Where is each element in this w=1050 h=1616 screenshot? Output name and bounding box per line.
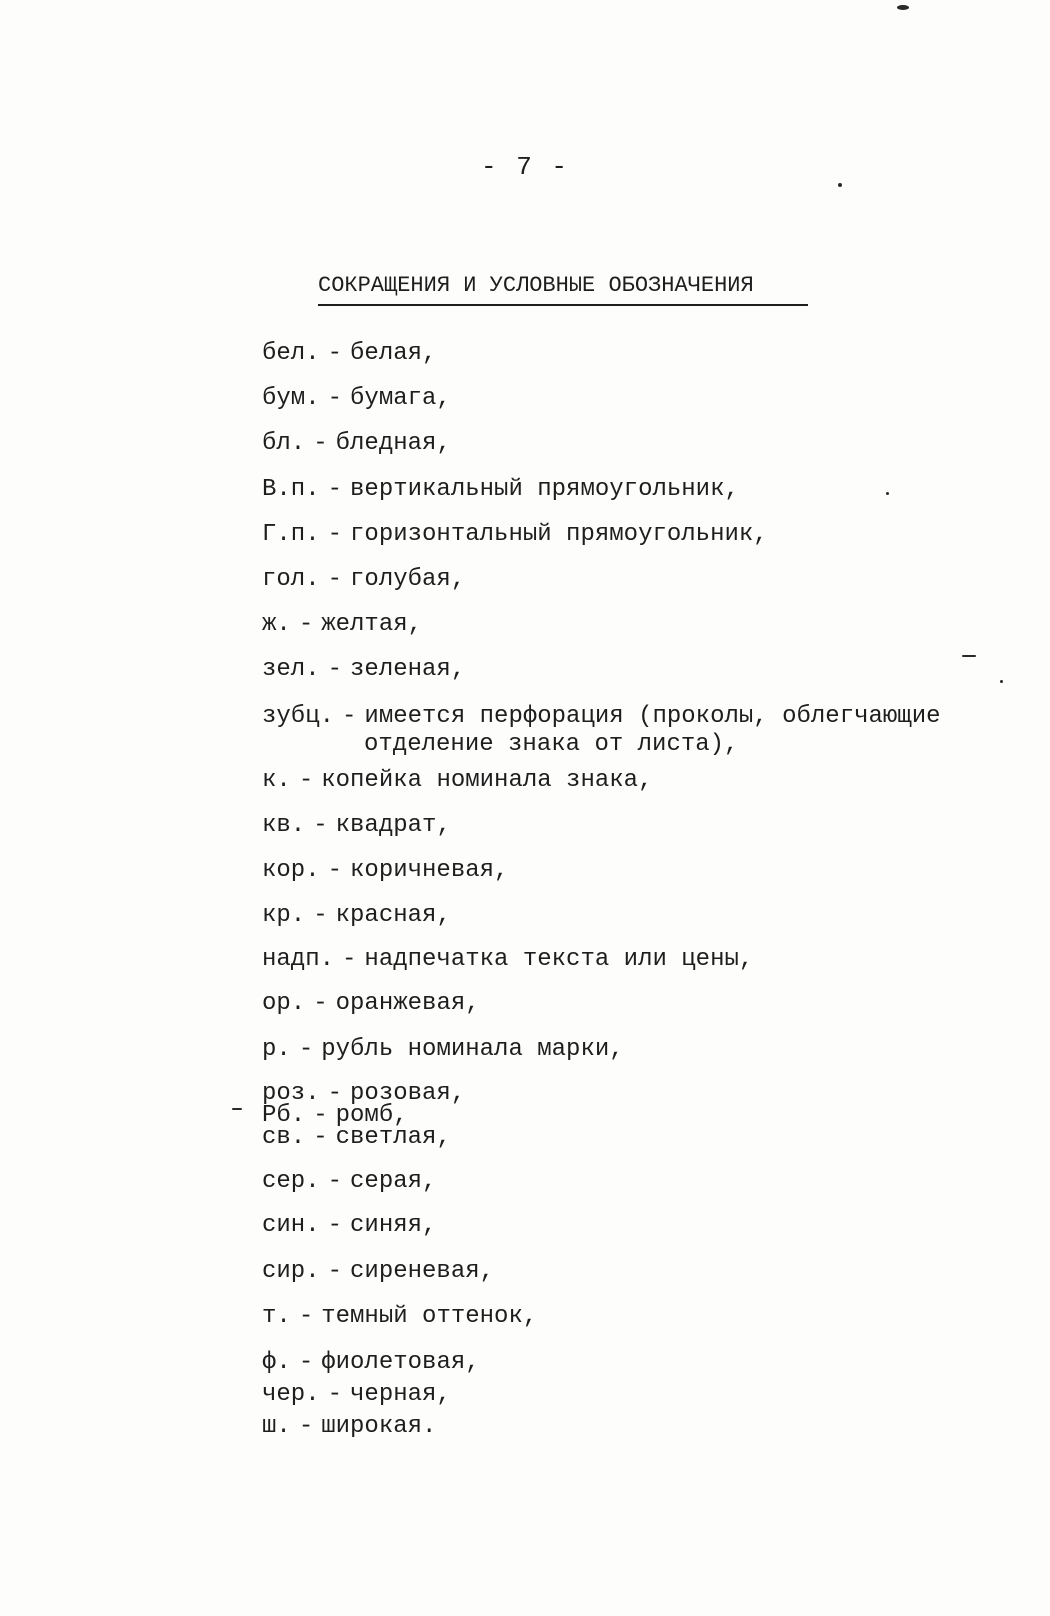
abbreviation-meaning: ромб, (335, 1102, 408, 1129)
entry-dash: - (327, 476, 343, 503)
abbreviation-meaning: горизонтальный прямоугольник, (350, 521, 768, 548)
abbreviation-meaning: широкая. (321, 1413, 437, 1440)
scan-speck (232, 1108, 242, 1110)
abbreviation-term: кв. (262, 812, 306, 839)
abbreviation-term: Г.п. (262, 521, 320, 548)
abbreviation-meaning: красная, (335, 902, 451, 929)
abbreviation-entry (262, 611, 422, 639)
abbreviation-term: ор. (262, 990, 306, 1017)
abbreviation-meaning: имеется перфорация (проколы, облегчающие (364, 703, 941, 730)
entry-dash: - (313, 430, 328, 457)
abbreviation-entry (262, 703, 941, 759)
entry-dash: - (327, 566, 343, 593)
abbreviation-meaning: вертикальный прямоугольник, (350, 476, 739, 503)
abbreviation-term: бл. (262, 430, 306, 457)
entry-dash: - (298, 767, 314, 794)
entry-dash: - (327, 1258, 343, 1285)
abbreviation-meaning-continuation: отделение знака от листа), (364, 731, 739, 758)
abbreviation-meaning: белая, (350, 340, 437, 367)
abbreviation-entry (262, 430, 451, 458)
entry-dash: - (327, 857, 343, 884)
abbreviation-term: зел. (262, 656, 320, 683)
entry-dash: - (327, 1381, 343, 1408)
abbreviation-term: к. (262, 767, 291, 794)
entry-dash: - (327, 656, 343, 683)
abbreviation-meaning: светлая, (335, 1124, 451, 1151)
abbreviation-term: син. (262, 1212, 320, 1239)
entry-dash: - (313, 902, 328, 929)
abbreviation-meaning: надпечатка текста или цены, (364, 946, 754, 973)
abbreviation-term: сир. (262, 1258, 320, 1285)
abbreviation-term: гол. (262, 566, 320, 593)
entry-dash: - (327, 521, 343, 548)
entry-dash: - (298, 1303, 314, 1330)
entry-dash: - (298, 1349, 314, 1376)
abbreviation-term: кор. (262, 857, 320, 884)
abbreviation-entry (262, 1381, 451, 1409)
abbreviation-entry (262, 1413, 436, 1441)
abbreviation-term: кр. (262, 902, 306, 929)
abbreviation-term: сер. (262, 1168, 320, 1195)
abbreviation-meaning: синяя, (350, 1212, 437, 1239)
abbreviation-term: бел. (262, 340, 320, 367)
abbreviation-term: чер. (262, 1381, 320, 1408)
abbreviation-entry (262, 990, 480, 1018)
abbreviation-meaning: квадрат, (335, 812, 451, 839)
abbreviation-entry (262, 857, 508, 885)
abbreviation-meaning: фиолетовая, (321, 1349, 480, 1376)
abbreviation-entry (262, 946, 753, 974)
scan-speck (886, 492, 889, 495)
abbreviation-meaning: розовая, (350, 1080, 466, 1107)
abbreviation-entry (262, 656, 465, 684)
abbreviation-entry (262, 385, 451, 413)
entry-dash: - (342, 946, 357, 973)
entry-dash: - (327, 1168, 343, 1195)
scan-speck (897, 5, 909, 10)
scan-speck (962, 655, 976, 657)
abbreviation-term: зубц. (262, 703, 335, 730)
abbreviation-term: бум. (262, 385, 320, 412)
abbreviation-meaning: зеленая, (350, 656, 466, 683)
abbreviation-term: ф. (262, 1349, 291, 1376)
abbreviation-entry (262, 1212, 436, 1240)
abbreviation-meaning: бледная, (335, 430, 451, 457)
entry-dash: - (327, 1212, 343, 1239)
abbreviation-term: св. (262, 1124, 306, 1151)
abbreviation-term: надп. (262, 946, 335, 973)
page-number: - 7 - (480, 152, 569, 182)
entry-dash: - (327, 1080, 343, 1107)
abbreviation-meaning: темный оттенок, (321, 1303, 538, 1330)
abbreviation-entry (262, 1303, 537, 1331)
abbreviation-entry (262, 340, 436, 368)
entry-dash: - (313, 1102, 328, 1129)
abbreviation-meaning: копейка номинала знака, (321, 767, 653, 794)
abbreviation-meaning: черная, (350, 1381, 451, 1408)
abbreviation-meaning: коричневая, (350, 857, 509, 884)
abbreviation-meaning: рубль номинала марки, (321, 1036, 624, 1063)
abbreviation-entry (262, 1168, 436, 1196)
abbreviation-term: р. (262, 1036, 291, 1063)
abbreviation-entry (262, 767, 652, 795)
abbreviation-entry (262, 521, 768, 549)
abbreviation-term: роз. (262, 1080, 320, 1107)
abbreviation-entry (262, 902, 451, 930)
abbreviation-entry (262, 1124, 451, 1152)
abbreviation-term: ш. (262, 1413, 291, 1440)
abbreviation-meaning: оранжевая, (335, 990, 480, 1017)
abbreviation-term: ж. (262, 611, 291, 638)
scan-speck (838, 183, 842, 187)
abbreviation-meaning: голубая, (350, 566, 466, 593)
entry-dash: - (327, 385, 343, 412)
entry-dash: - (313, 1124, 328, 1151)
abbreviation-entry (262, 1036, 624, 1064)
abbreviation-term: т. (262, 1303, 291, 1330)
page-title: СОКРАЩЕНИЯ И УСЛОВНЫЕ ОБОЗНАЧЕНИЯ (318, 272, 808, 306)
abbreviation-meaning: сиреневая, (350, 1258, 495, 1285)
entry-dash: - (342, 703, 357, 730)
abbreviation-entry (262, 1349, 480, 1377)
abbreviation-meaning: желтая, (321, 611, 423, 638)
entry-dash: - (298, 1036, 314, 1063)
abbreviation-meaning: бумага, (350, 385, 451, 412)
entry-dash: - (313, 812, 328, 839)
abbreviation-term: В.п. (262, 476, 320, 503)
scan-speck (1000, 680, 1003, 683)
entry-dash: - (327, 340, 343, 367)
entry-dash: - (298, 1413, 314, 1440)
abbreviation-entry (262, 566, 465, 594)
entry-dash: - (298, 611, 314, 638)
entry-dash: - (313, 990, 328, 1017)
abbreviation-term: Рб. (262, 1102, 306, 1129)
abbreviation-entry (262, 476, 739, 504)
abbreviation-meaning: серая, (350, 1168, 437, 1195)
abbreviation-entry (262, 1258, 494, 1286)
abbreviation-entry (262, 812, 451, 840)
